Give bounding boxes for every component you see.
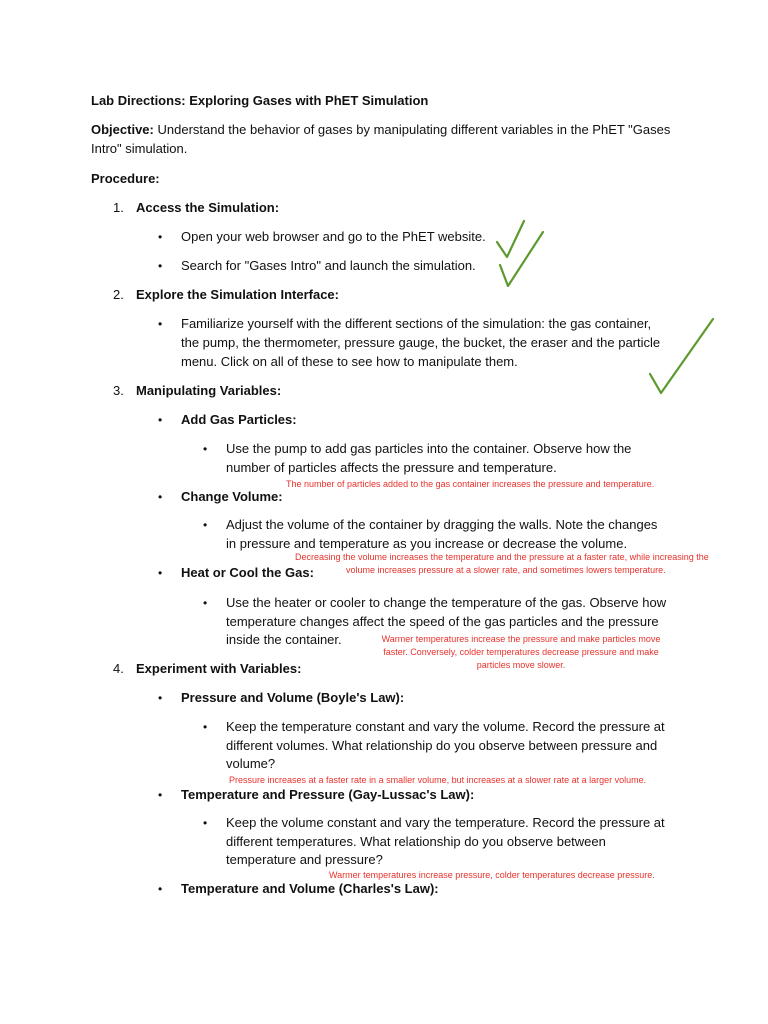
change-volume-annotation-1: Decreasing the volume increases the temperature and the pressure at a faster rate, while increasing the [295,552,709,562]
objective-label: Objective: [91,122,154,137]
document-title: Lab Directions: Exploring Gases with PhET Simulation [91,93,429,108]
step-3-title: Manipulating Variables: [136,383,282,398]
heat-cool-annotation-3: particles move slower. [476,660,566,670]
gay-lussac-title: Temperature and Pressure (Gay-Lussac's Law): [181,787,475,802]
change-volume-line-2: in pressure and temperature as you increase or decrease the volume. [226,536,628,551]
boyle-line-1: Keep the temperature constant and vary the volume. Record the pressure at [226,719,665,734]
step-1-number: 1. [113,200,124,215]
add-gas-title: Add Gas Particles: [181,412,297,427]
change-volume-line-1: Adjust the volume of the container by dragging the walls. Note the changes [226,517,658,532]
bullet-icon: • [203,442,208,456]
step-3-number: 3. [113,383,124,398]
change-volume-annotation-2: volume increases pressure at a slower rate, and sometimes lowers temperature. [346,565,666,575]
objective-text-2: Intro" simulation. [91,141,188,156]
step-1-title: Access the Simulation: [136,200,280,215]
bullet-icon: • [158,691,163,705]
heat-cool-line-1: Use the heater or cooler to change the temperature of the gas. Observe how [226,595,667,610]
heat-cool-line-2: temperature changes affect the speed of the gas particles and the pressure [226,614,659,629]
step-1-item-1: Open your web browser and go to the PhET website. [181,229,486,244]
checkmark-icon [500,232,543,286]
step-2-line-1: Familiarize yourself with the different sections of the simulation: the gas container, [181,316,652,331]
boyle-line-2: different volumes. What relationship do you observe between pressure and [226,738,658,753]
step-1-item-2: Search for "Gases Intro" and launch the simulation. [181,258,476,273]
bullet-icon: • [203,518,208,532]
bullet-icon: • [158,788,163,802]
gay-lussac-line-3: temperature and pressure? [226,852,383,867]
charles-title: Temperature and Volume (Charles's Law): [181,881,439,896]
bullet-icon: • [158,259,163,273]
bullet-icon: • [158,230,163,244]
bullet-icon: • [158,882,163,896]
change-volume-title: Change Volume: [181,489,283,504]
step-2-title: Explore the Simulation Interface: [136,287,339,302]
gay-lussac-line-1: Keep the volume constant and vary the temperature. Record the pressure at [226,815,665,830]
bullet-icon: • [158,490,163,504]
heat-cool-annotation-2: faster. Conversely, colder temperatures decrease pressure and make [383,647,659,657]
bullet-icon: • [203,816,208,830]
heat-cool-title: Heat or Cool the Gas: [181,565,314,580]
heat-cool-annotation-1: Warmer temperatures increase the pressure and make particles move [381,634,661,644]
step-2-line-2: the pump, the thermometer, pressure gauge, the bucket, the eraser and the particle [181,335,661,350]
heat-cool-line-3: inside the container. [226,632,342,647]
procedure-heading: Procedure: [91,171,160,186]
step-4-title: Experiment with Variables: [136,661,302,676]
add-gas-line-2: number of particles affects the pressure and temperature. [226,460,557,475]
gay-lussac-annotation: Warmer temperatures increase pressure, colder temperatures decrease pressure. [329,870,655,880]
bullet-icon: • [158,413,163,427]
checkmark-icon [497,221,524,257]
boyle-title: Pressure and Volume (Boyle's Law): [181,690,405,705]
step-2-line-3: menu. Click on all of these to see how to manipulate them. [181,354,518,369]
add-gas-annotation: The number of particles added to the gas container increases the pressure and temperature. [286,479,655,489]
objective-text-1: Understand the behavior of gases by manipulating different variables in the PhET "Gases [157,122,671,137]
boyle-annotation: Pressure increases at a faster rate in a smaller volume, but increases at a slower rate at a larger volume. [229,775,647,785]
bullet-icon: • [158,317,163,331]
boyle-line-3: volume? [226,756,276,771]
bullet-icon: • [203,596,208,610]
gay-lussac-line-2: different temperatures. What relationship do you observe between [226,834,606,849]
checkmark-icon [650,319,713,393]
bullet-icon: • [203,720,208,734]
step-2-number: 2. [113,287,124,302]
add-gas-line-1: Use the pump to add gas particles into the container. Observe how the [226,441,632,456]
step-4-number: 4. [113,661,124,676]
bullet-icon: • [158,566,163,580]
